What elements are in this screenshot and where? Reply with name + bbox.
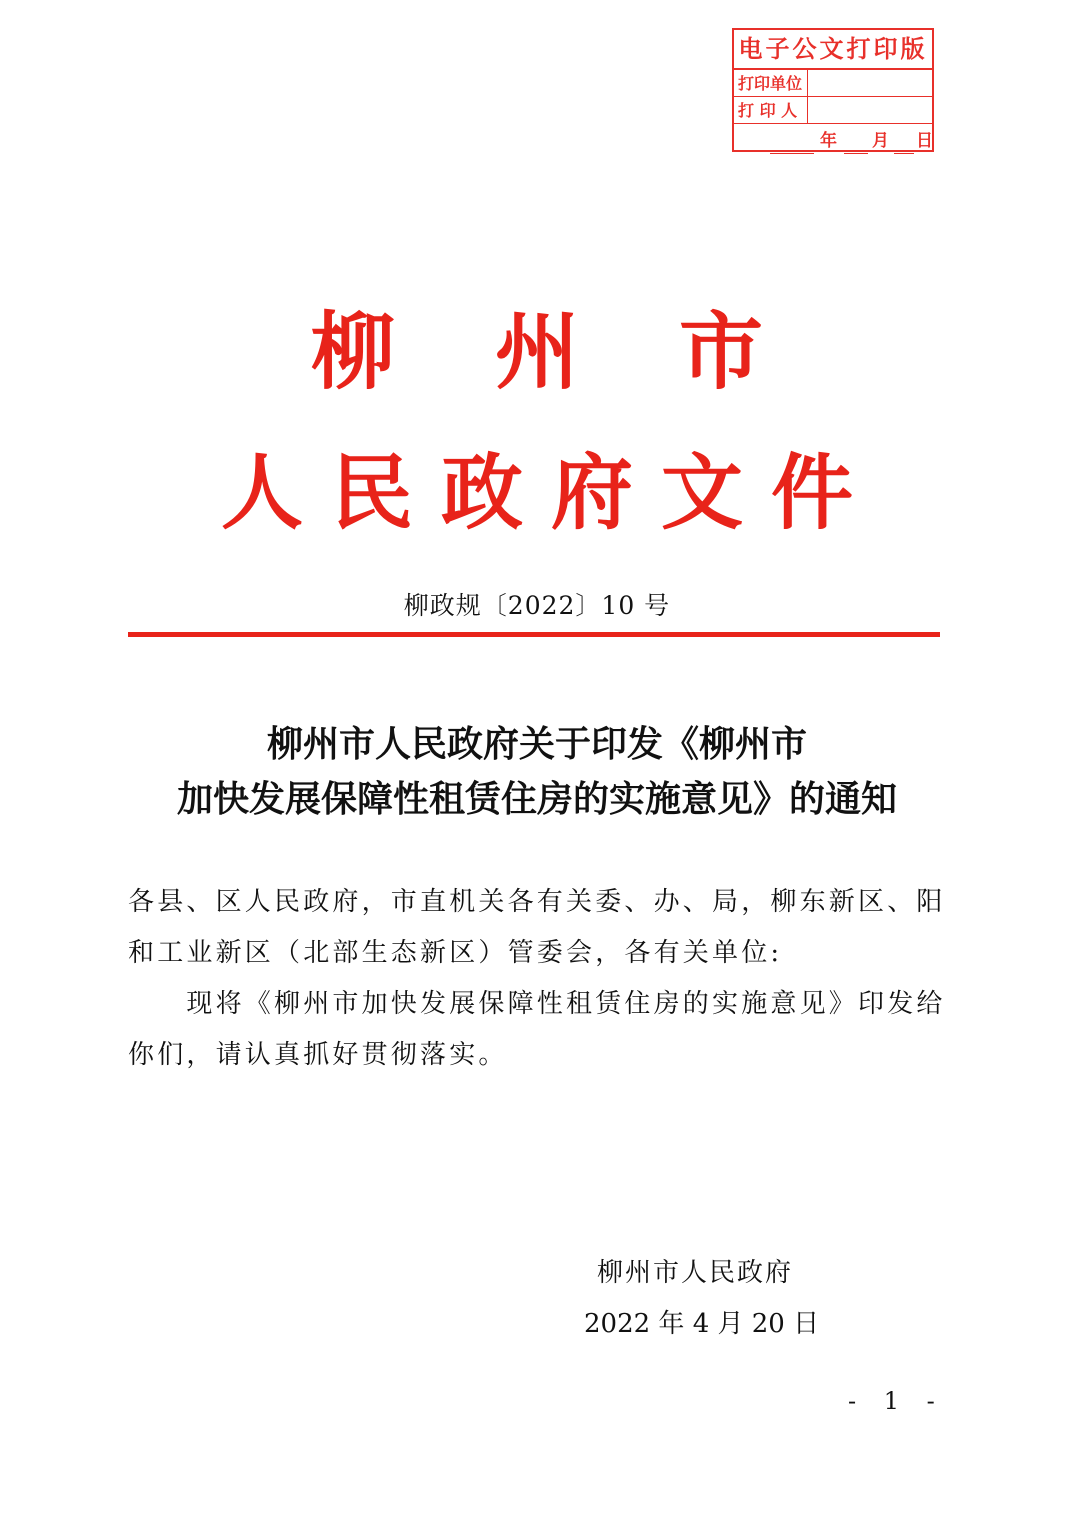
recipients-line2: 和工业新区（北部生态新区）管委会，各有关单位: bbox=[128, 938, 783, 968]
recipients-line1: 各县、区人民政府，市直机关各有关委、办、局，柳东新区、阳 bbox=[128, 887, 946, 917]
recipients-paragraph bbox=[128, 877, 948, 979]
stamp-month-label: 月 bbox=[872, 131, 889, 151]
stamp-month-blank bbox=[844, 153, 868, 154]
signature-date: 2022 年 4 月 20 日 bbox=[584, 1309, 820, 1339]
red-divider-line bbox=[128, 632, 940, 637]
print-stamp bbox=[732, 28, 934, 152]
stamp-day-blank bbox=[894, 153, 914, 154]
stamp-title: 电子公文打印版 bbox=[734, 30, 932, 70]
stamp-day-label: 日 bbox=[916, 131, 933, 151]
header-city-title: 柳州市 bbox=[310, 303, 863, 401]
notice-title-line1: 柳州市人民政府关于印发《柳州市 bbox=[266, 723, 807, 765]
stamp-year-blank bbox=[770, 153, 814, 154]
stamp-print-unit-value bbox=[808, 70, 932, 96]
stamp-date-row bbox=[734, 124, 932, 154]
content-paragraph bbox=[128, 979, 948, 1081]
stamp-print-unit-label: 打印单位 bbox=[734, 70, 808, 96]
document-number: 柳政规〔2022〕10 号 bbox=[403, 591, 671, 620]
header-document-title: 人民政府文件 bbox=[220, 446, 881, 541]
stamp-printer-label: 打 印 人 bbox=[734, 97, 808, 123]
notice-title-line2: 加快发展保障性租赁住房的实施意见》的通知 bbox=[176, 778, 897, 820]
signature-organization: 柳州市人民政府 bbox=[597, 1258, 794, 1288]
stamp-year-label: 年 bbox=[820, 131, 837, 151]
stamp-printer-value bbox=[808, 97, 932, 123]
stamp-row-printer bbox=[734, 97, 932, 124]
page-number: - 1 - bbox=[848, 1387, 945, 1415]
content-line1: 现将《柳州市加快发展保障性租赁住房的实施意见》印发给 bbox=[128, 989, 946, 1019]
stamp-row-print-unit bbox=[734, 70, 932, 97]
content-line2: 你们，请认真抓好贯彻落实。 bbox=[128, 1040, 508, 1070]
